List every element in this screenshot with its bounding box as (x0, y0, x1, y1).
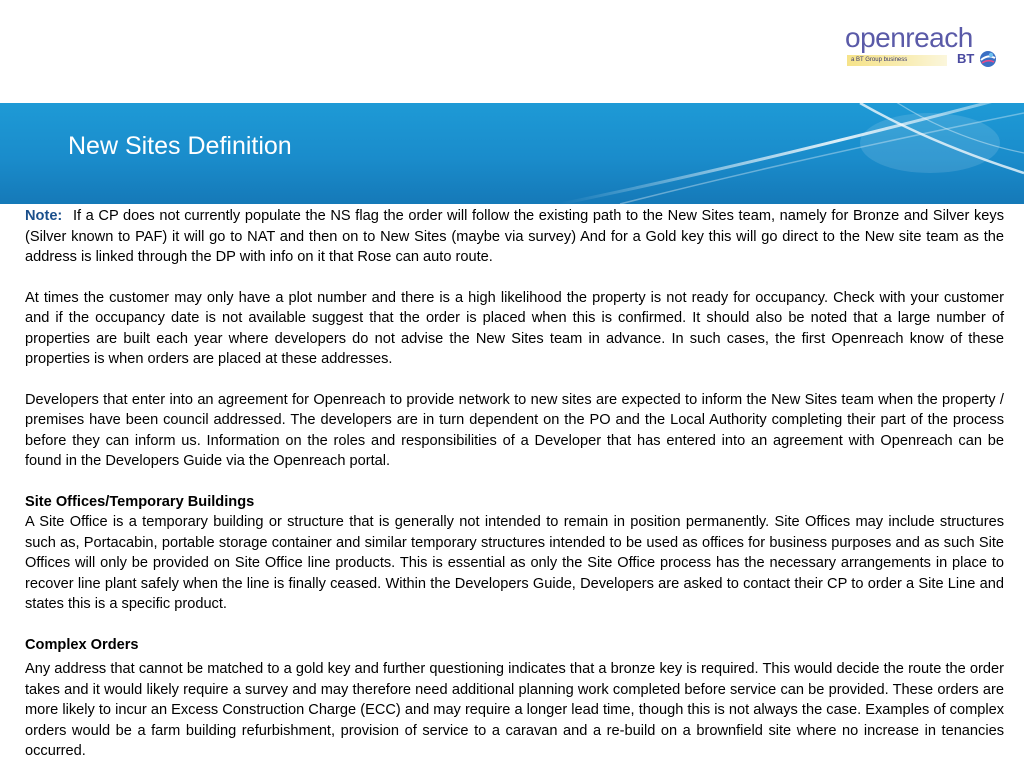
complex-orders-paragraph: Any address that cannot be matched to a gold key and further questioning indicates that a bronze key is required. This would decide the route the order takes and it would likely require a survey and may therefore need additional planning work completed before service can be provided. These orders are more likely to incur an Excess Construction Charge (ECC) and may require a longer lead time, though this is not always the case. Examples of complex orders would be a farm building refurbishment, provision of service to a caravan and a re-build on a brownfield site where no increase in tenancies occurred. (25, 661, 1004, 759)
slide-body (25, 206, 1004, 762)
slide-title: New Sites Definition (68, 132, 292, 160)
note-label: Note: (25, 208, 63, 224)
note-text: If a CP does not currently populate the NS flag the order will follow the existing path to the New Sites team, namely for Bronze and Silver keys (Silver known to PAF) it will go to NAT and then on to New Sites (maybe via survey) And for a Gold key this will go direct to the New site team as the address is linked through the DP with info on it that Rose can auto route. (25, 208, 1004, 265)
openreach-logo (845, 22, 1005, 74)
site-offices-heading: Site Offices/Temporary Buildings (25, 493, 255, 510)
logo-wordmark: openreach (845, 22, 973, 53)
complex-orders-heading: Complex Orders (25, 636, 139, 653)
developers-paragraph: Developers that enter into an agreement for Openreach to provide network to new sites are expected to inform the New Sites team when the property / premises have been council addressed. The developers are in turn dependent on the PO and the Local Authority completing their part of the process before they can inform us. Information on the roles and responsibilities of a Developer that has entered into an agreement with Openreach can be found in the Developers Guide via the Openreach portal. (25, 391, 1004, 469)
bt-logo-text: BT (957, 51, 975, 66)
logo-tagline: a BT Group business (851, 57, 908, 63)
site-offices-paragraph: A Site Office is a temporary building or structure that is generally not intended to remain in position permanently. Site Offices may include structures such as, Portacabin, portable storage container and similar temporary structures intended to be used as offices for business purposes and as such Site Offices will only be provided on Site Office line products. This is essential as only the Site Office process has the necessary arrangements in place to recover line plant safely when the line is finally ceased. Within the Developers Guide, Developers are asked to contact their CP to order a Site Line and states this is a specific product. (25, 514, 1004, 612)
occupancy-paragraph: At times the customer may only have a plot number and there is a high likelihood the property is not ready for occupancy. Check with your customer and if the occupancy date is not available suggest that the order is placed when this is confirmed. It should also be noted that a large number of properties are built each year where developers do not advise the New Sites team in advance. In such cases, the first Openreach know of these properties is when orders are placed at these addresses. (25, 289, 1004, 367)
bt-globe-icon (978, 49, 998, 69)
note-paragraph (25, 206, 1004, 268)
